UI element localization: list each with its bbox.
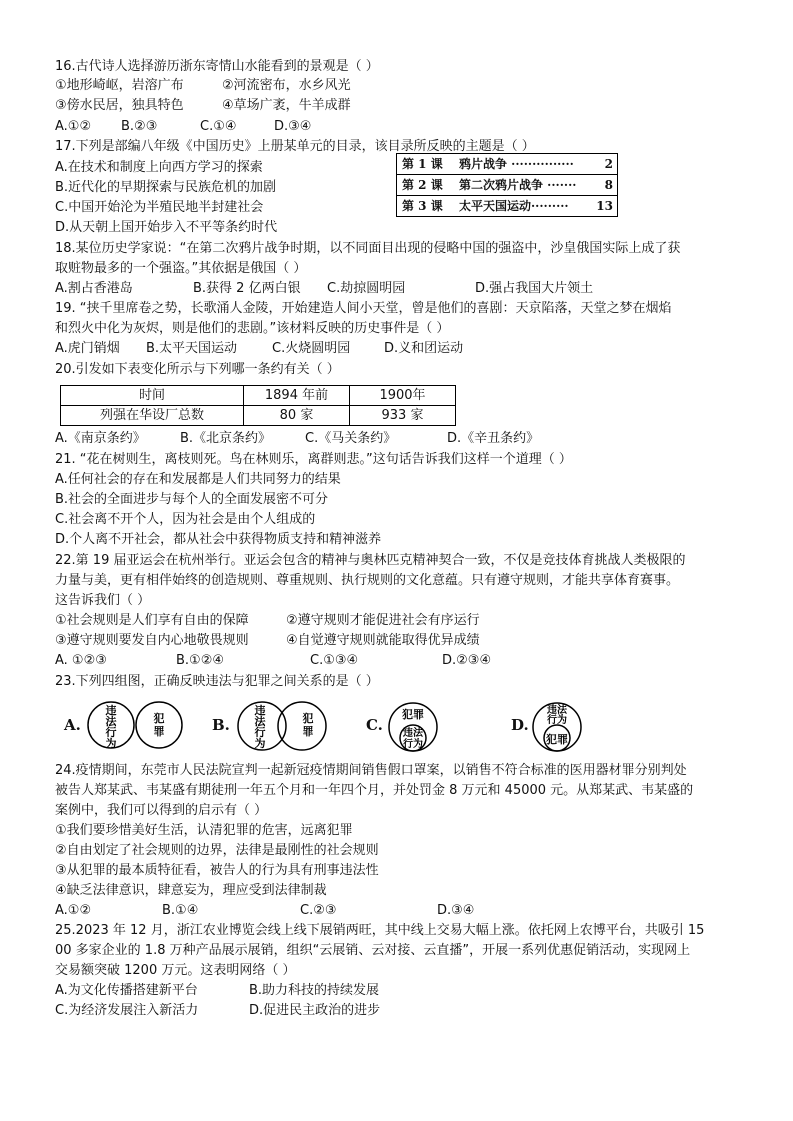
q18-option-b: B.获得 2 亿两白银 [193,281,301,296]
q25-option-a: A.为文化传播搭建新平台 [55,983,198,998]
q20-option-a: A.《南京条约》 [55,431,146,446]
table-header-cell: 时间 [61,386,244,406]
diagram-a-label: A. [64,716,81,734]
lesson-number: 第 1 课 [402,157,443,171]
lesson-title: 鸦片战争 ··············· [459,157,574,171]
q24-item-2: ②自由划定了社会规则的边界，法律是最刚性的社会规则 [55,843,379,858]
q17-option-d: D.从天朝上国开始步入不平等条约时代 [55,220,278,235]
diagram-b-label: B. [212,716,230,734]
lesson-number: 第 2 课 [402,178,443,192]
q25-stem-line-3: 交易额突破 1200 万元。这表明网络（ ） [55,963,296,978]
q17-stem: 17.下列是部编八年级《中国历史》上册某单元的目录，该目录所反映的主题是（ ） [55,139,535,154]
q20-stem: 20.引发如下表变化所示与下列哪一条约有关（ ） [55,362,340,377]
q22-option-c: C.①③④ [310,653,359,668]
q19-option-a: A.虎门销烟 [55,341,120,356]
q25-stem-line-1: 25.2023 年 12 月，浙江农业博览会线上线下展销两旺，其中线上交易大幅上涨。依托网上农博平台，共吸引 15 [55,923,705,938]
q16-item-2: ②河流密布，水乡风光 [222,78,351,93]
q19-option-c: C.火烧圆明园 [272,341,351,356]
diagram-a-separate-circles [86,700,196,750]
q20-option-c: C.《马关条约》 [305,431,397,446]
fanzui-label: 犯罪 [546,733,568,746]
fanzui-label: 犯罪 [302,712,314,738]
q18-stem-line-2: 取赃物最多的一个强盗。”其依据是俄国（ ） [55,261,307,276]
q25-option-b: B.助力科技的持续发展 [249,983,380,998]
q21-option-a: A.任何社会的存在和发展都是人们共同努力的结果 [55,472,341,487]
q24-stem-line-3: 案例中，我们可以得到的启示有（ ） [55,803,268,818]
q24-option-a: A.①② [55,903,92,918]
table-cell: 933 家 [350,406,456,426]
diagram-d-nested-circles [532,700,582,754]
weifa-label: 违法行为 [105,704,117,750]
lesson-page: 8 [604,178,613,192]
q17-option-c: C.中国开始沦为半殖民地半封建社会 [55,200,264,215]
lesson-page: 13 [596,199,613,213]
q16-item-4: ④草场广袤，牛羊成群 [222,98,351,113]
q22-stem-line-3: 这告诉我们（ ） [55,593,151,608]
q16-option-b: B.②③ [121,119,158,134]
table-header-cell: 1900年 [350,386,456,406]
q22-option-d: D.②③④ [442,653,492,668]
q20-option-b: B.《北京条约》 [180,431,272,446]
q20-data-table [60,385,456,426]
lesson-row [397,175,617,195]
q24-stem-line-2: 被告人郑某武、韦某盛有期徒刑一年五个月和一年四个月，并处罚金 8 万元和 45000 元。从郑某武、韦某盛的 [55,783,694,798]
q18-option-d: D.强占我国大片领土 [475,281,594,296]
fanzui-label: 犯罪 [402,708,424,721]
diagram-b-overlapping-circles [234,700,334,752]
q22-item-3: ③遵守规则要发自内心地敬畏规则 [55,633,249,648]
q17-option-b: B.近代化的早期探索与民族危机的加剧 [55,180,277,195]
q16-option-d: D.③④ [274,119,312,134]
q24-option-c: C.②③ [300,903,337,918]
q19-option-b: B.太平天国运动 [146,341,238,356]
table-row [61,406,456,426]
q25-option-c: C.为经济发展注入新活力 [55,1003,199,1018]
q19-stem-line-2: 和烈火中化为灰烬，则是他们的悲剧。”该材料反映的历史事件是（ ） [55,321,450,336]
weifa-label: 违法行为 [254,704,266,750]
q22-stem-line-1: 22.第 19 届亚运会在杭州举行。亚运会包含的精神与奥林匹克精神契合一致，不仅是竞技体育挑战人类极限的 [55,553,686,568]
q22-option-b: B.①②④ [176,653,225,668]
q24-option-b: B.①④ [162,903,199,918]
q24-option-d: D.③④ [437,903,475,918]
q16-stem: 16.古代诗人选择游历浙东寄情山水能看到的景观是（ ） [55,59,379,74]
q20-option-d: D.《辛丑条约》 [447,431,540,446]
weifa-label: 违法行为 [547,705,567,726]
q16-option-c: C.①④ [200,119,237,134]
table-header-cell: 1894 年前 [244,386,350,406]
q17-option-a: A.在技术和制度上向西方学习的探索 [55,160,263,175]
lesson-number: 第 3 课 [402,199,443,213]
q21-option-c: C.社会离不开个人，因为社会是由个人组成的 [55,512,316,527]
diagram-c-label: C. [366,716,383,734]
q25-stem-line-2: 00 多家企业的 1.8 万种产品展示展销，组织“云展销、云对接、云直播”，开展一系列优惠促销活动，实现网上 [55,943,691,958]
q18-option-c: C.劫掠圆明园 [327,281,406,296]
lesson-row [397,154,617,174]
q25-option-d: D.促进民主政治的进步 [249,1003,381,1018]
table-header-row [61,386,456,406]
fanzui-label: 犯罪 [153,712,165,738]
q22-item-1: ①社会规则是人们享有自由的保障 [55,613,249,628]
q21-option-b: B.社会的全面进步与每个人的全面发展密不可分 [55,492,329,507]
q21-stem: 21. “花在树则生，离枝则死。鸟在林则乐，离群则悲。”这句话告诉我们这样一个道理（ ） [55,452,572,467]
q16-item-3: ③傍水民居，独具特色 [55,98,184,113]
q23-stem: 23.下列四组图，正确反映违法与犯罪之间关系的是（ ） [55,674,379,689]
q24-item-4: ④缺乏法律意识，肆意妄为，理应受到法律制裁 [55,883,327,898]
q24-item-3: ③从犯罪的最本质特征看，被告人的行为具有刑事违法性 [55,863,379,878]
lesson-title: 第二次鸦片战争 ······· [459,178,577,192]
q16-option-a: A.①② [55,119,92,134]
q16-item-1: ①地形崎岖，岩溶广布 [55,78,184,93]
lesson-page: 2 [604,157,613,171]
diagram-d-label: D. [511,716,529,734]
q22-stem-line-2: 力量与美，更有相伴始终的创造规则、尊重规则、执行规则的文化意蕴。只有遵守规则，才能共享体育赛事。 [55,573,680,588]
lesson-title: 太平天国运动········· [459,199,569,213]
table-cell: 列强在华设厂总数 [61,406,244,426]
weifa-label: 违法行为 [403,728,423,750]
q22-option-a: A. ①②③ [55,653,107,668]
q19-stem-line-1: 19. “挟千里席卷之势，长歌涌人金陵，开始建造人间小天堂，曾是他们的喜剧：天京陷落，天堂之梦在烟焰 [55,301,672,316]
q18-stem-line-1: 18.某位历史学家说：“在第二次鸦片战争时期，以不同面目出现的侵略中国的强盗中，沙皇俄国实际上成了获 [55,241,681,256]
q19-option-d: D.义和团运动 [384,341,464,356]
q21-option-d: D.个人离不开社会，都从社会中获得物质支持和精神滋养 [55,532,382,547]
q24-stem-line-1: 24.疫情期间，东莞市人民法院宣判一起新冠疫情期间销售假口罩案，以销售不符合标准的医用器材罪分别判处 [55,763,687,778]
q18-option-a: A.割占香港岛 [55,281,133,296]
table-cell: 80 家 [244,406,350,426]
q24-item-1: ①我们要珍惜美好生活，认清犯罪的危害，远离犯罪 [55,823,353,838]
q22-item-2: ②遵守规则才能促进社会有序运行 [286,613,480,628]
q17-lesson-table [396,153,618,217]
diagram-c-nested-circles [388,700,438,754]
q22-item-4: ④自觉遵守规则就能取得优异成绩 [286,633,480,648]
lesson-row [397,196,617,216]
